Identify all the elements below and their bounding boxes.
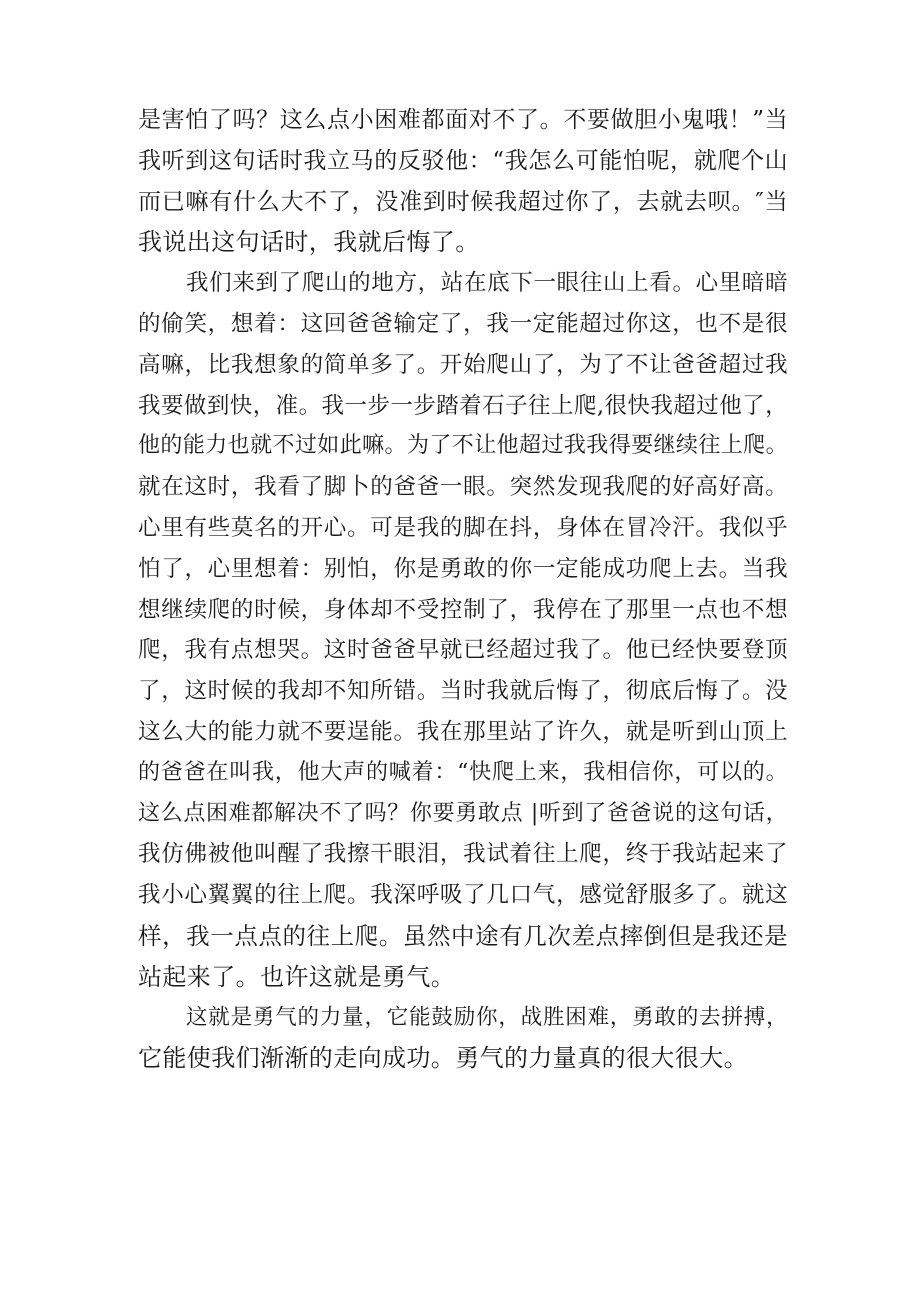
text-line: 我说出这句话时，我就后悔了。 (138, 228, 480, 257)
text-line: 我们来到了爬山的地方，站在底下一眼往山上看。心里暗暗 (186, 270, 788, 297)
text-line: 心里有些莫名的开心。可是我的脚在抖，身体在冒冷汗。我似乎 (138, 514, 788, 541)
text-line: 样，我一点点的往上爬。虽然中途有几次差点摔倒但是我还是 (138, 921, 788, 950)
text-line: 而已嘛有什么大不了，没准到时候我超过你了，去就去呗。″当 (138, 188, 788, 215)
document-body (138, 100, 788, 1079)
paragraph-3 (138, 998, 788, 1080)
text-line: 这就是勇气的力量，它能鼓励你，战胜困难，勇敢的去拼搏， (186, 1004, 788, 1030)
paragraph-1 (138, 100, 788, 263)
text-line: 就在这时，我看了脚卜的爸爸一眼。突然发现我爬的好高好高。 (138, 474, 788, 501)
paragraph-2 (138, 263, 788, 997)
text-line: 我仿佛被他叫醒了我擦干眼泪，我试着往上爬，终于我站起来了 (138, 841, 788, 868)
text-line: 高嘛，比我想象的简单多了。开始爬山了，为了不让爸爸超过我 (138, 351, 788, 378)
text-line: 爬，我有点想哭。这时爸爸早就已经超过我了。他已经快要登顶 (138, 637, 788, 664)
text-line: 怕了，心里想着：别怕，你是勇敢的你一定能成功爬上去。当我 (138, 555, 788, 582)
text-line: 我要做到快，准。我一步一步踏着石子往上爬,很快我超过他了， (138, 392, 788, 419)
text-line: 我听到这句话时我立马的反驳他：“我怎么可能怕呢，就爬个山 (138, 147, 788, 174)
text-line: 的爸爸在叫我，他大声的喊着：“快爬上来，我相信你，可以的。 (138, 759, 788, 785)
text-line: 我小心翼翼的往上爬。我深呼吸了几口气，感觉舒服多了。就这 (138, 882, 788, 909)
text-line: 了，这时候的我却不知所错。当时我就后悔了，彻底后悔了。没 (138, 678, 788, 705)
text-line: 的偷笑，想着：这回爸爸输定了，我一定能超过你这，也不是很 (138, 310, 788, 337)
text-line: 它能使我们渐渐的走向成功。勇气的力量真的很大很大。 (138, 1044, 748, 1073)
text-line: 站起来了。也许这就是勇气。 (138, 962, 456, 991)
text-line: 这么大的能力就不要逞能。我在那里站了许久，就是听到山顶上 (138, 718, 788, 745)
text-line: 他的能力也就不过如此嘛。为了不让他超过我我得要继续往上爬。 (138, 433, 788, 459)
text-line: 想继续爬的时候，身体却不受控制了，我停在了那里一点也不想 (138, 596, 788, 623)
text-line: 是害怕了吗？这么点小困难都面对不了。不要做胆小鬼哦！”当 (138, 107, 788, 133)
text-line: 这么点困难都解决不了吗？你要勇敢点 |听到了爸爸说的这句话， (138, 800, 788, 826)
